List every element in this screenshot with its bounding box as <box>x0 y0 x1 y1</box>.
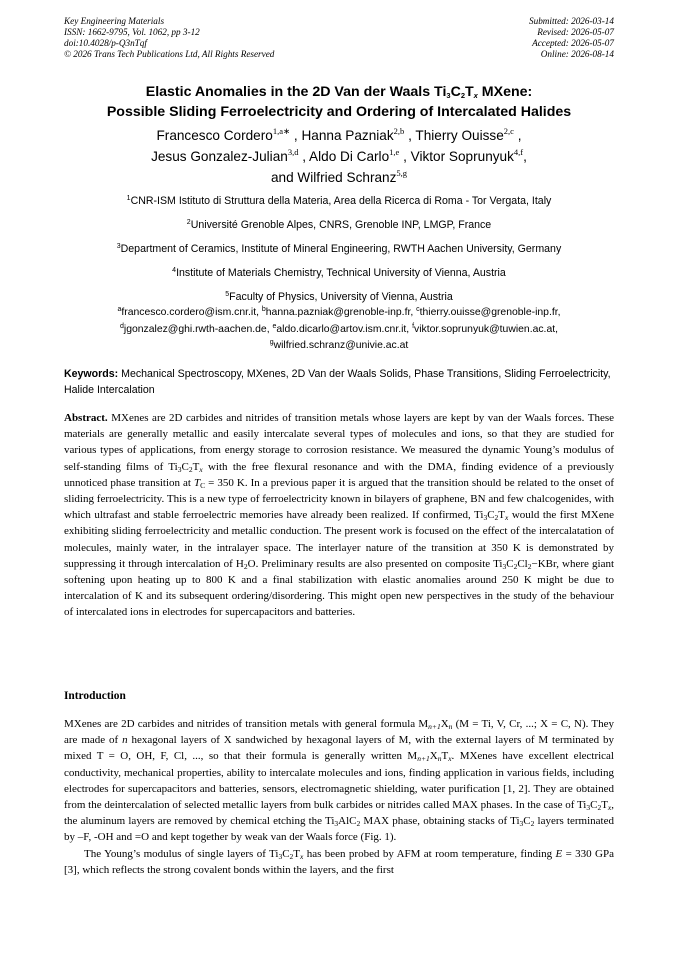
intro-paragraph: MXenes are 2D carbides and nitrides of transition metals with general formula $M_{n+1}X_n$ (M = Ti, V, Cr, ...; X = C, N). They are made of n hexagonal layers of X sandwiched by hexagonal layers of M, with the external layers of M terminated by mixed T = O, OH, F, Cl, ..., so that their formula is generally written $M_{n+1}X_nT_x$. MXenes have excellent electrical conductivity, mechanical properties, ability to intercalate molecules and ions, finding application in various fields, including electrodes for supercapacitors and batteries, sensors, electromagnetic shielding, water purification [1, 2]. They are obtained from the deintercalation of selected metallic layers from bulk carbides or nitrides called MAX phases. In the case of $Ti_3C_2T_x$, the aluminum layers are removed by chemical etching the $Ti_3AlC_2$ MAX phase, obtaining stacks of $Ti_3C_2$ layers terminated by –F, -OH and =O and kept together by weak van der Waals force (Fig. 1). <box>64 718 615 844</box>
journal-name: Key Engineering Materials <box>64 16 165 26</box>
email-link[interactable]: hanna.pazniak@grenoble-inp.fr, <box>265 307 417 318</box>
author-line-2: Jesus Gonzalez-Julian$^{3,d}$ , Aldo Di Carlo$^{1,e}$ , Viktor Soprunyuk$^{4,f}$, <box>151 147 527 164</box>
journal-header-left <box>64 16 274 60</box>
keywords-label: Keywords: <box>64 368 119 380</box>
author-name: Aldo Di Carlo <box>309 149 390 164</box>
author-name: Francesco Cordero <box>156 128 273 143</box>
email-link[interactable]: jgonzalez@ghi.rwth-aachen.de, <box>123 323 273 335</box>
abstract: Abstract. MXenes are 2D carbides and nitrides of transition metals whose layers are kept by van der Waals forces. These materials are generally metallic and easily intercalate several types of molecules and ions, so that they are studied for various types of applications, from energy storage to corrosion resistance. We measured the dynamic Young’s modulus of self-standing films of $Ti_3C_2T_x$ with the free flexural resonance and with the DMA, finding evidence of a previously unnoticed phase transition at $T_C = 350$ K. In a previous paper it is argued that the transition should be related to the onset of sliding ferroelectricity. This is a new type of ferroelectricity known in bilayers of graphene, BN and few chalcogenides, with which ultrafast and stable ferroelectric memories have already been realized. If confirmed, $Ti_3C_2T_x$ would the first MXene exhibiting sliding ferroelectricity and metallic conduction. The present work is focused on the effect of the intercalatation of molecules, mainly water, in the intralayer space. The interlayer nature of the transition at 350 K is demonstrated by suppressing it through intercalation of $H_2O$. Preliminary results are also presented on composite $Ti_3C_2Cl_2-KBr$, where giant softening upon heating up to 800 K and a final stabilization with elastic anomalies around 250 K might be due to intercalation of K and its subsequent ordering/disordering. This might open new perspectives in the study of the behaviour of intercalated ions in electrodes for supercapacitors and batteries. <box>64 412 615 619</box>
email-line-1: $^a$francesco.cordero@ism.cnr.it, $^b$hanna.pazniak@grenoble-inp.fr, $^c$thierry.ouisse@grenoble-inp.fr, <box>117 306 561 318</box>
email-link[interactable]: wilfried.schranz@univie.ac.at <box>273 340 409 351</box>
keywords <box>64 366 614 398</box>
introduction-body <box>64 716 614 878</box>
section-heading-introduction: Introduction <box>64 690 126 702</box>
author-name: and Wilfried Schranz <box>270 170 397 185</box>
keywords-text: Mechanical Spectroscopy, MXenes, 2D Van der Waals Solids, Phase Transitions, Sliding Ferroelectricity, Halide Intercalation <box>64 368 611 396</box>
affiliation-list <box>40 194 638 314</box>
affiliation: $^5$Faculty of Physics, University of Vienna, Austria <box>225 291 453 303</box>
email-link[interactable]: thierry.ouisse@grenoble-inp.fr, <box>419 307 561 318</box>
author-list <box>40 125 638 188</box>
copyright-line: © 2026 Trans Tech Publications Ltd, All Rights Reserved <box>64 49 275 59</box>
author-line-1: Francesco Cordero$^{1,a∗}$ , Hanna Pazniak$^{2,b}$ , Thierry Ouisse$^{2,c}$ , <box>156 126 522 143</box>
author-name: Hanna Pazniak <box>301 128 394 143</box>
intro-paragraph: The Young’s modulus of single layers of $Ti_3C_2T_x$ has been probed by AFM at room temperature, finding E = 330 GPa [3], which reflects the strong covalent bonds within the layers, and the first <box>64 847 614 876</box>
title-line-1: Elastic Anomalies in the 2D Van der Waals $Ti_3C_2T_x$ MXene: <box>145 84 533 100</box>
affiliation: $^2$Université Grenoble Alpes, CNRS, Grenoble INP, LMGP, France <box>186 219 492 231</box>
online-date: Online: 2026-08-14 <box>540 49 614 59</box>
email-link[interactable]: aldo.dicarlo@artov.ism.cnr.it, <box>276 323 413 335</box>
email-line-3: $^g$wilfried.schranz@univie.ac.at <box>269 339 409 351</box>
author-name: Jesus Gonzalez-Julian <box>151 149 288 164</box>
journal-header-right <box>529 16 614 60</box>
author-line-3: and Wilfried Schranz$^{5,g}$ <box>270 168 408 185</box>
email-line-2: $^d$jgonzalez@ghi.rwth-aachen.de, $^e$aldo.dicarlo@artov.ism.cnr.it, $^f$viktor.soprunyuk@tuwien.ac.at, <box>119 322 558 335</box>
accepted-date: Accepted: 2026-05-07 <box>532 38 614 48</box>
author-name: Viktor Soprunyuk <box>410 149 514 164</box>
affiliation: $^1$CNR-ISM Istituto di Struttura della Materia, Area della Ricerca di Roma - Tor Vergata, Italy <box>126 195 552 207</box>
doi-line: doi:10.4028/p-Q3nTqf <box>64 38 147 48</box>
email-link[interactable]: francesco.cordero@ism.cnr.it, <box>121 307 262 318</box>
title-line-2: Possible Sliding Ferroelectricity and Ordering of Intercalated Halides <box>106 104 572 120</box>
issn-line: ISSN: 1662-9795, Vol. 1062, pp 3-12 <box>64 27 200 37</box>
author-name: Thierry Ouisse <box>415 128 504 143</box>
affiliation: $^4$Institute of Materials Chemistry, Technical University of Vienna, Austria <box>172 267 506 279</box>
paper-title <box>40 82 638 122</box>
revised-date: Revised: 2026-05-07 <box>537 27 614 37</box>
submitted-date: Submitted: 2026-03-14 <box>529 16 614 26</box>
email-list <box>40 305 638 355</box>
email-link[interactable]: viktor.soprunyuk@tuwien.ac.at, <box>414 323 558 335</box>
abstract-label: Abstract. <box>64 412 108 424</box>
affiliation: $^3$Department of Ceramics, Institute of Mineral Engineering, RWTH Aachen University, Germany <box>116 243 562 255</box>
